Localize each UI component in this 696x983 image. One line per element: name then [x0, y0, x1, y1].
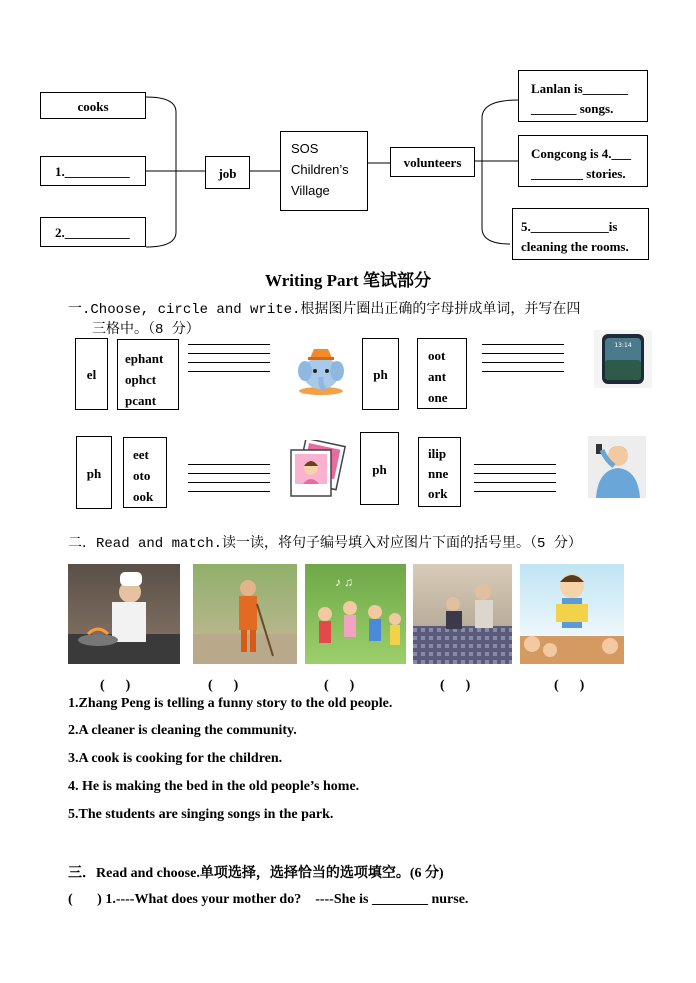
prefix-box-4	[360, 432, 399, 505]
prefix-box-2	[362, 338, 399, 410]
prefix-4: ph	[372, 462, 387, 477]
bracket-2[interactable]: ( )	[208, 678, 239, 693]
sentence-2: 2.A cleaner is cleaning the community.	[68, 723, 297, 738]
section3-title: 三．Read and choose.单项选择，选择恰当的选项填空。(6 分)	[68, 866, 444, 881]
right-1-line-1: Lanlan is_______	[531, 81, 629, 96]
prefix-box-3	[76, 436, 112, 509]
section3-question-1[interactable]: ( ) 1.----What does your mother do? ----She is ________ nurse.	[68, 892, 469, 907]
boy-on-phone-icon	[588, 436, 646, 498]
cooks-label: cooks	[77, 99, 109, 114]
right-2-line-1: Congcong is 4.___	[531, 146, 632, 161]
option-3b[interactable]: oto	[133, 468, 151, 483]
right-2-line-2: ________ stories.	[531, 166, 626, 181]
making-bed-photo	[413, 564, 512, 664]
prefix-3: ph	[86, 466, 102, 481]
option-3a[interactable]: eet	[133, 447, 149, 462]
volunteers-label: volunteers	[403, 155, 462, 170]
option-1b[interactable]: ophct	[125, 372, 157, 387]
center-line-1: SOS	[291, 141, 319, 156]
option-2a[interactable]: oot	[428, 348, 446, 363]
sentence-3: 3.A cook is cooking for the children.	[68, 751, 283, 766]
prefix-1: el	[86, 367, 97, 382]
sentence-1: 1.Zhang Peng is telling a funny story to the old people.	[68, 696, 393, 711]
cook-photo	[68, 564, 180, 664]
writing-lines-3[interactable]	[188, 464, 270, 500]
section-heading: Writing Part 笔试部分	[265, 271, 431, 290]
mindmap-blank-1[interactable]	[40, 156, 146, 186]
option-4c[interactable]: ork	[428, 486, 448, 501]
svg-text:13:14: 13:14	[614, 342, 632, 349]
sentence-5: 5.The students are singing songs in the park.	[68, 807, 334, 822]
mindmap-job	[205, 156, 250, 189]
center-line-2: Children’s	[291, 162, 349, 177]
mindmap-right-2[interactable]	[518, 135, 648, 187]
section1-title-line1: 一.Choose, circle and write.根据图片圈出正确的字母拼成单词，并写在四	[68, 302, 581, 318]
writing-lines-1[interactable]	[188, 344, 270, 380]
prefix-2: ph	[373, 367, 388, 382]
children-singing-photo	[305, 564, 406, 664]
mindmap-volunteers	[390, 147, 475, 177]
right-1-line-2: _______ songs.	[531, 101, 614, 116]
right-3-line-2: cleaning the rooms.	[521, 239, 629, 254]
options-box-3[interactable]	[123, 437, 167, 508]
section2-title: 二．Read and match.读一读，将句子编号填入对应图片下面的括号里。（5 分）	[68, 536, 582, 552]
elephant-icon	[294, 343, 348, 397]
photo-icon	[287, 440, 351, 500]
options-box-1[interactable]	[117, 339, 179, 410]
mindmap-right-1[interactable]	[518, 70, 648, 122]
blank-1-label: 1.__________	[55, 164, 130, 179]
prefix-box-1	[75, 338, 108, 410]
svg-text:♪ ♫: ♪ ♫	[335, 575, 353, 589]
bracket-3[interactable]: ( )	[324, 678, 355, 693]
blank-2-label: 2.__________	[55, 225, 130, 240]
writing-lines-2[interactable]	[482, 344, 564, 380]
job-label: job	[218, 166, 237, 181]
mindmap-center	[280, 131, 368, 211]
sentence-4: 4. He is making the bed in the old people’s home.	[68, 779, 360, 794]
bracket-1[interactable]: ( )	[100, 678, 131, 693]
mindmap-blank-2[interactable]	[40, 217, 146, 247]
center-line-3: Village	[291, 183, 330, 198]
option-4a[interactable]: ilip	[428, 446, 447, 461]
writing-lines-4[interactable]	[474, 464, 556, 500]
section1-title-line2: 三格中。（8 分）	[92, 322, 200, 338]
mindmap-right-3[interactable]	[512, 208, 649, 260]
street-cleaner-photo	[193, 564, 297, 664]
mindmap-cooks	[40, 92, 146, 119]
options-box-4[interactable]	[418, 437, 461, 507]
option-2c[interactable]: one	[428, 390, 448, 405]
option-2b[interactable]: ant	[428, 369, 447, 384]
option-1c[interactable]: pcant	[125, 393, 157, 408]
bracket-5[interactable]: ( )	[554, 678, 585, 693]
right-3-line-1: 5.____________is	[521, 219, 618, 234]
phone-icon	[594, 330, 652, 388]
options-box-2[interactable]	[417, 338, 467, 409]
storyteller-photo	[520, 564, 624, 664]
option-3c[interactable]: ook	[133, 489, 154, 504]
bracket-4[interactable]: ( )	[440, 678, 471, 693]
option-4b[interactable]: nne	[428, 466, 449, 481]
option-1a[interactable]: ephant	[125, 351, 164, 366]
